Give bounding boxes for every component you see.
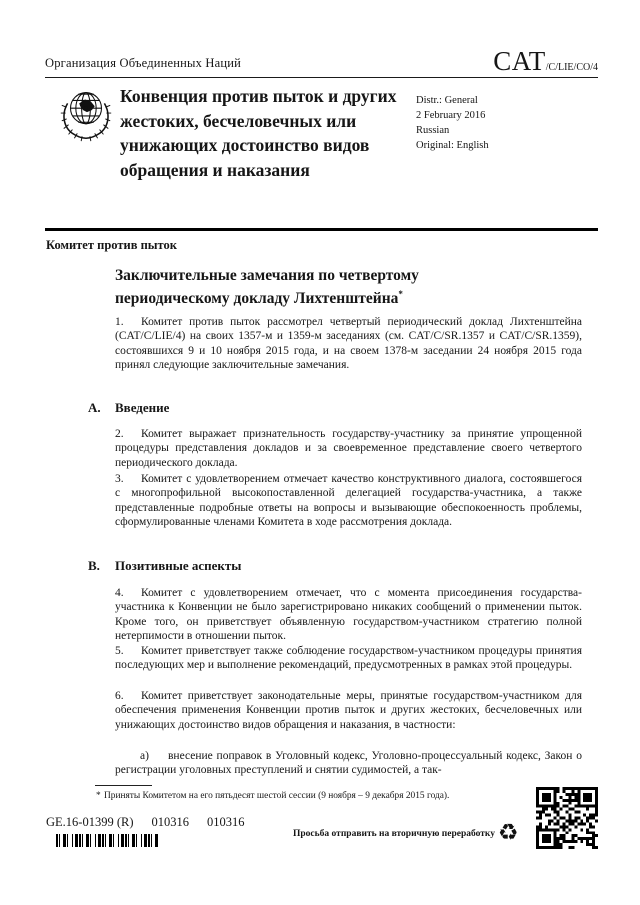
paragraph-number: 1. [115,316,124,328]
header-divider [45,77,598,78]
section-a-heading [88,400,169,416]
paragraph-text: Комитет против пыток рассмотрел четвертый периодический доклад Лихтенштейна (CAT/C/LIE/4) на своих 1357-м и 1359-м заседаниях (см. CAT/C/SR.1357 и CAT/C/SR.1359), состоявшихся 9 и 10 ноября 2015 года, и на своем 1378-м заседании 24 ноября 2015 года принял следующие заключительные замечания. [115,316,582,372]
paragraph-3 [115,472,582,530]
committee-label: Комитет против пыток [46,238,177,252]
paragraph-6 [115,689,582,732]
paragraph-text: Комитет приветствует законодательные меры, принятые государством-участником для обеспечения применения Конвенции против пыток и других жестоких, бесчеловечных или унижающих достоинство видов обращения и наказания, в частности: [115,690,582,731]
original-language-line: Original: English [416,140,489,151]
document-symbol [493,46,598,77]
section-title: Позитивные аспекты [115,558,242,573]
paragraph-number: 6. [115,690,124,702]
section-letter: A. [88,400,101,415]
footnote-marker: * [96,791,101,801]
subparagraph-text: внесение поправок в Уголовный кодекс, Уголовно-процессуальный кодекс, Закон о регистрации уголовных преступлений и снятии судимостей, а так- [115,750,582,777]
paragraph-text: Комитет приветствует также соблюдение государством-участником процедуры принятия последующих мер и выполнение рекомендаций, предусмотренных в рамках этой процедуры. [115,645,582,672]
barcode [56,834,159,847]
un-emblem-icon [55,84,117,146]
paragraph-2 [115,427,582,470]
document-title [115,266,485,308]
paragraph-1 [115,315,582,373]
paragraph-text: Комитет выражает признательность государству-участнику за принятие упрощенной процедуры представления докладов и за своевременное представление своего четвертого периодического доклада. [115,428,582,469]
recycle-text: Просьба отправить на вторичную переработку [293,828,495,839]
paragraph-text: Комитет с удовлетворением отмечает, что с момента присоединения государства-участника к Конвенции не было зарегистрировано никаких сообщений о применении пыток. Кроме того, он приветствует объявленную государством-участником стратегию полной нетерпимости в отношении пыток. [115,587,582,643]
un-org-name: Организация Объединенных Наций [45,56,242,70]
masthead-divider [45,228,598,231]
paragraph-number: 4. [115,587,124,599]
footer-code-2: 010316 [207,815,245,829]
document-title-text: Заключительные замечания по четвертому периодическому докладу Лихтенштейна [115,267,419,308]
paragraph-number: 3. [115,473,124,485]
language-line: Russian [416,125,450,136]
paragraph-4 [115,586,582,644]
paragraph-number: 2. [115,428,124,440]
document-symbol-suffix: /C/LIE/CO/4 [545,62,598,73]
ge-number: GE.16-01399 (R) [46,815,134,829]
date-line: 2 February 2016 [416,110,486,121]
convention-title: Конвенция против пыток и других жестоких, бесчеловечных или унижающих достоинство видов обращения и наказания [120,86,397,180]
qr-code [536,783,598,853]
document-reference-line [46,815,245,830]
distr-line: Distr.: General [416,95,478,106]
footnote-separator [95,785,152,786]
paragraph-number: 5. [115,645,124,657]
recycle-icon: ♻ [498,820,519,846]
footnote-text: Приняты Комитетом на его пятьдесят шестой сессии (9 ноября – 9 декабря 2015 года). [104,791,450,801]
footnote [96,790,526,802]
recycle-notice [293,822,519,845]
section-b-heading [88,558,241,574]
subparagraph-a [115,749,582,778]
subparagraph-letter: а) [140,750,149,762]
document-symbol-main: CAT [493,46,546,76]
footer-code-1: 010316 [151,815,189,829]
section-title: Введение [115,400,170,415]
title-footnote-marker: * [398,289,403,299]
paragraph-text: Комитет с удовлетворением отмечает качество конструктивного диалога, состоявшегося с многопрофильной высокопоставленной делегацией государства-участника, а также представленные подробные ответы на вопросы и вызывающие обеспокоенность проблемы, сформулированные членами Комитета в ходе рассмотрения доклада. [115,473,582,529]
section-letter: B. [88,558,100,573]
distribution-block [416,93,489,153]
paragraph-5 [115,644,582,673]
